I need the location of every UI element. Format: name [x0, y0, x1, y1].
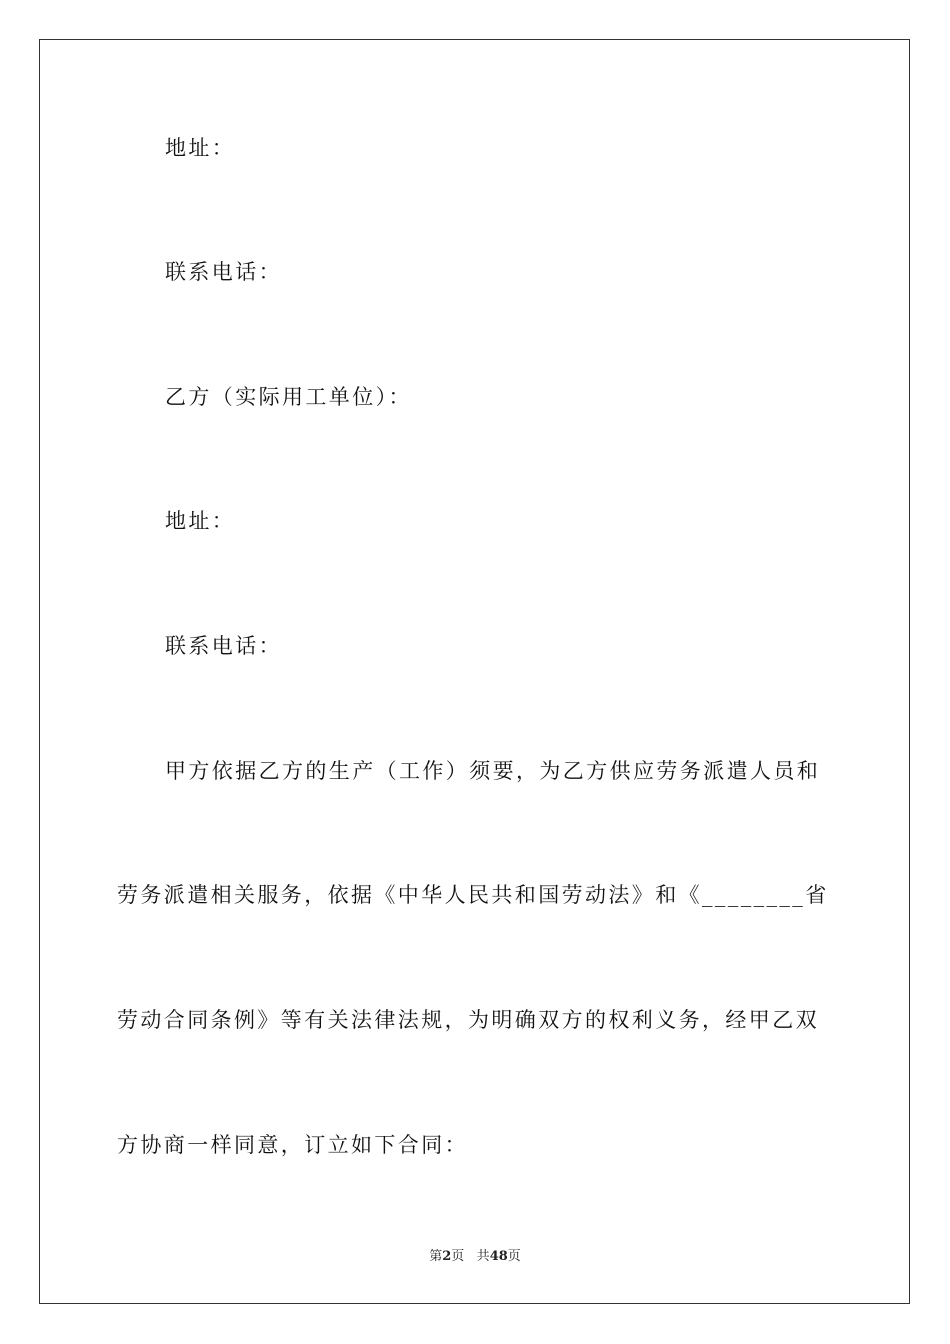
footer-total-pages: 48	[489, 1249, 508, 1264]
address-line-party-a: 地址：	[165, 136, 236, 160]
footer-page-unit: 页	[451, 1249, 465, 1264]
footer-prefix: 第	[429, 1249, 443, 1264]
party-b-line: 乙方（实际用工单位）：	[165, 385, 412, 409]
paragraph-line-2: 劳务派遣相关服务，依据《中华人民共和国劳动法》和《________省	[117, 883, 829, 907]
phone-line-party-b: 联系电话：	[165, 634, 282, 658]
address-line-party-b: 地址：	[165, 509, 236, 533]
footer-total-prefix: 共	[476, 1249, 490, 1264]
page-footer	[0, 1248, 950, 1266]
page-border	[39, 39, 910, 1304]
paragraph-line-1: 甲方依据乙方的生产（工作）须要，为乙方供应劳务派遣人员和	[165, 759, 821, 783]
paragraph-line-3: 劳动合同条例》等有关法律法规，为明确双方的权利义务，经甲乙双	[117, 1008, 819, 1032]
phone-line-party-a: 联系电话：	[165, 260, 282, 284]
footer-total-unit: 页	[507, 1249, 521, 1264]
paragraph-line-4: 方协商一样同意，订立如下合同：	[117, 1133, 468, 1157]
footer-current-page: 2	[442, 1249, 452, 1264]
